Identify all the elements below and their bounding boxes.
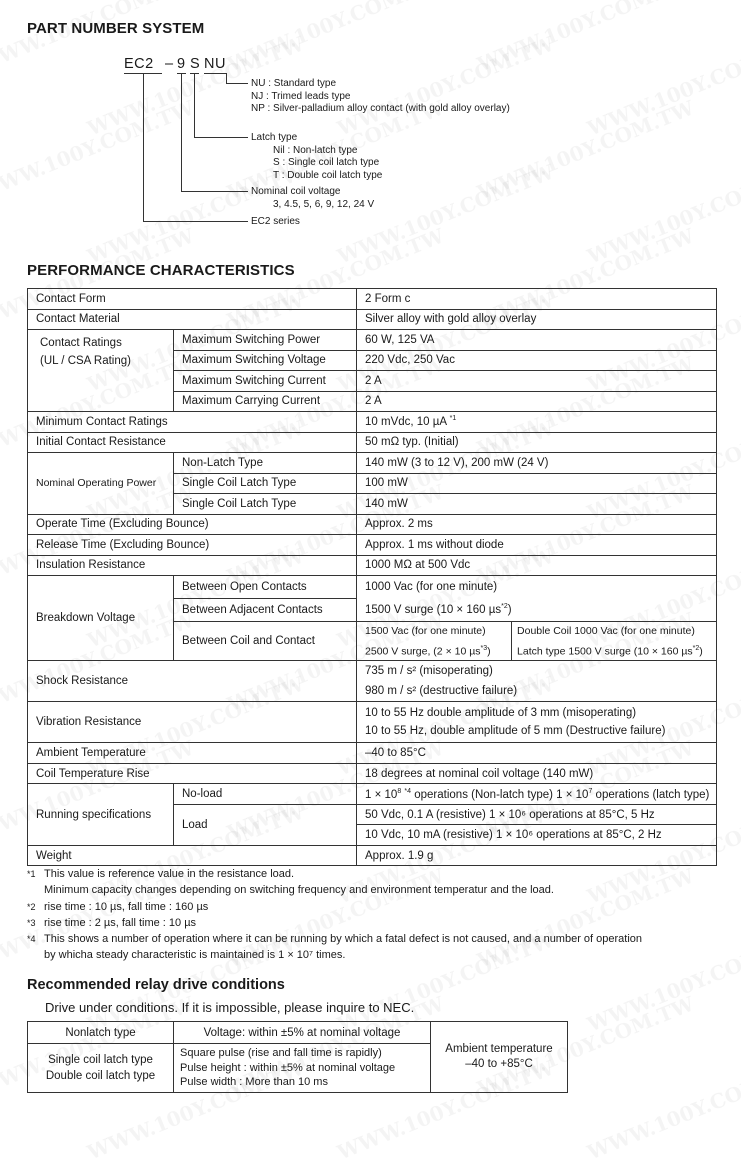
footnote-text: rise time : 2 µs, fall time : 10 µs	[44, 916, 197, 929]
latch-nil: Nil : Non-latch type	[273, 145, 358, 156]
row-label: Initial Contact Resistance	[28, 432, 357, 453]
table-row	[28, 1022, 568, 1044]
coil-title: Nominal coil voltage	[251, 186, 341, 197]
pulse-cell	[174, 1044, 431, 1093]
row-label: Contact Form	[28, 289, 357, 310]
table-row	[28, 309, 717, 330]
row-label: Minimum Contact Ratings	[28, 412, 357, 433]
latch-cell	[28, 1044, 174, 1093]
table-row	[28, 763, 717, 784]
footnote-mark: *1	[449, 415, 457, 423]
row-value: –40 to 85°C	[357, 743, 717, 764]
row-value: 2 A	[357, 391, 717, 412]
breakdown-surge: 2500 V surge, (2 × 10 µs	[365, 645, 481, 658]
table-row	[28, 453, 717, 474]
latch-t: T : Double coil latch type	[273, 170, 383, 181]
breakdown-surge: 1500 V surge (10 × 160 µs	[365, 603, 502, 616]
pulse-line: Square pulse (rise and fall time is rapidly)	[180, 1047, 382, 1059]
row-sublabel: Single Coil Latch Type	[174, 473, 357, 494]
footnote-mark: *4	[404, 787, 412, 795]
table-row	[28, 514, 717, 535]
table-row	[28, 576, 717, 599]
row-sublabel: Maximum Carrying Current	[174, 391, 357, 412]
bracket-suffix-h	[226, 83, 248, 84]
min-contact-value: 10 mVdc, 10 µA	[365, 416, 447, 429]
recommended-table	[27, 1021, 568, 1093]
nominal-power-label: Nominal Operating Power	[28, 453, 174, 515]
footnotes	[27, 866, 642, 964]
performance-title: PERFORMANCE CHARACTERISTICS	[27, 262, 295, 279]
ambient-line: Ambient temperature	[445, 1042, 553, 1055]
vibration-line: 10 to 55 Hz double amplitude of 3 mm (misoperating)	[365, 707, 637, 720]
row-value: 100 mW	[357, 473, 717, 494]
row-label: Operate Time (Excluding Bounce)	[28, 514, 357, 535]
row-sublabel: Maximum Switching Power	[174, 330, 357, 351]
exponent: 7	[588, 787, 593, 795]
footnote-mark: *1	[27, 869, 36, 879]
suffix-np: NP : Silver-palladium alloy contact (with gold alloy overlay)	[251, 103, 510, 114]
voltage-cell: Voltage: within ±5% at nominal voltage	[174, 1022, 431, 1044]
underline-suffix	[204, 73, 226, 74]
bracket-latch-v	[194, 73, 195, 137]
footnote-mark: *4	[27, 934, 36, 945]
pn-suffix: NU	[204, 56, 226, 72]
row-label: Weight	[28, 845, 357, 866]
suffix-nj: NJ : Trimed leads type	[251, 91, 351, 102]
row-value	[357, 661, 717, 702]
row-sublabel: Between Adjacent Contacts	[174, 598, 357, 621]
row-value: 220 Vdc, 250 Vac	[357, 350, 717, 371]
breakdown-line: 1500 V surge (10 × 160 µs$^{*2}$)	[365, 603, 512, 616]
table-row	[28, 743, 717, 764]
row-value: Approx. 1 ms without diode	[357, 535, 717, 556]
row-label: Insulation Resistance	[28, 555, 357, 576]
ambient-line: –40 to +85°C	[465, 1057, 533, 1070]
shock-line: 735 m / s² (misoperating)	[365, 665, 493, 678]
row-value: Silver alloy with gold alloy overlay	[357, 309, 717, 330]
footnote-cont	[27, 947, 642, 963]
bracket-voltage-h	[181, 191, 248, 192]
pn-voltage: 9	[177, 56, 186, 72]
footnote	[27, 899, 642, 915]
row-value: 140 mW (3 to 12 V), 200 mW (24 V)	[357, 453, 717, 474]
pn-series: EC2	[124, 56, 154, 72]
ambient-cell	[431, 1022, 568, 1093]
row-value: 140 mW	[357, 494, 717, 515]
footnote-mark: *2	[501, 603, 508, 610]
row-value: 1000 MΩ at 500 Vdc	[357, 555, 717, 576]
noload-a: 1 × 10	[365, 788, 398, 801]
breakdown-label: Breakdown Voltage	[28, 576, 174, 661]
coil-values: 3, 4.5, 5, 6, 9, 12, 24 V	[273, 199, 375, 210]
footnote-text: This value is reference value in the resistance load.	[44, 868, 295, 880]
table-row	[28, 412, 717, 433]
footnote-text: rise time : 10 µs, fall time : 160 µs	[44, 900, 209, 913]
pn-latch: S	[190, 56, 201, 72]
breakdown-line: 1500 Vac (for one minute)	[365, 624, 486, 637]
footnote-text: This shows a number of operation where it can be running by which a fatal defect is not caused, and a number of operation	[44, 933, 643, 946]
row-value	[357, 784, 717, 805]
bracket-voltage-v	[181, 73, 182, 191]
row-sublabel: Maximum Switching Voltage	[174, 350, 357, 371]
shock-line: 980 m / s² (destructive failure)	[365, 685, 518, 698]
row-label: Ambient Temperature	[28, 743, 357, 764]
bracket-series-h	[143, 221, 248, 222]
breakdown-open-adjacent-value	[357, 576, 717, 622]
table-row	[28, 702, 717, 743]
row-label: Release Time (Excluding Bounce)	[28, 535, 357, 556]
nonlatch-cell: Nonlatch type	[28, 1022, 174, 1044]
part-number-title: PART NUMBER SYSTEM	[27, 20, 205, 37]
suffix-nu: NU : Standard type	[251, 78, 337, 89]
footnote-cont	[27, 882, 642, 898]
vibration-line: 10 to 55 Hz, double amplitude of 5 mm (Destructive failure)	[365, 725, 666, 738]
table-row	[28, 289, 717, 310]
row-label: Contact Material	[28, 309, 357, 330]
footnote-mark: *3	[27, 917, 36, 928]
breakdown-coil-a	[357, 621, 512, 661]
table-row	[28, 330, 717, 351]
row-sublabel: No-load	[174, 784, 357, 805]
row-label: Coil Temperature Rise	[28, 763, 357, 784]
running-label: Running specifications	[28, 784, 174, 846]
footnote	[27, 866, 642, 882]
pulse-line: Pulse width : More than 10 ms	[180, 1076, 328, 1088]
breakdown-line: 2500 V surge, (2 × 10 µs$^{*3}$)	[365, 644, 491, 658]
table-row	[28, 845, 717, 866]
footnote-mark: *2	[27, 901, 36, 912]
row-label: Shock Resistance	[28, 661, 357, 702]
table-row	[28, 784, 717, 805]
table-row	[28, 661, 717, 702]
bracket-suffix-v	[226, 73, 227, 83]
latch-line: Double coil latch type	[45, 1069, 156, 1082]
noload-c: operations (latch type)	[592, 788, 710, 801]
contact-ratings-sub: (UL / CSA Rating)	[40, 355, 131, 367]
exponent: 8	[397, 787, 402, 795]
row-value: 50 mΩ typ. (Initial)	[357, 432, 717, 453]
table-row	[28, 555, 717, 576]
latch-s: S : Single coil latch type	[273, 157, 380, 168]
watermark-text	[584, 1056, 741, 1164]
row-value: 2 A	[357, 371, 717, 392]
latch-title: Latch type	[251, 132, 298, 143]
footnote-text: Minimum capacity changes depending on switching frequency and environment temperatur and the load.	[44, 884, 554, 897]
row-sublabel: Between Open Contacts	[174, 576, 357, 599]
footnote-text: by whicha steady characteristic is maintained is 1 × 10⁷ times.	[44, 949, 346, 962]
performance-table	[27, 288, 717, 866]
row-sublabel: Between Coil and Contact	[174, 621, 357, 661]
row-sublabel: Maximum Switching Current	[174, 371, 357, 392]
table-row	[28, 535, 717, 556]
footnote	[27, 915, 642, 931]
row-sublabel: Single Coil Latch Type	[174, 494, 357, 515]
row-value	[357, 412, 717, 433]
recommended-title: Recommended relay drive conditions	[27, 977, 285, 993]
row-sublabel: Load	[174, 804, 357, 845]
pn-dash: –	[165, 56, 174, 72]
breakdown-surge: Latch type 1500 V surge (10 × 160 µs	[517, 645, 693, 658]
bracket-latch-h	[194, 137, 248, 138]
footnote-mark: *2	[692, 644, 700, 652]
table-row	[28, 432, 717, 453]
latch-line: Single coil latch type	[48, 1053, 153, 1066]
row-value: 60 W, 125 VA	[357, 330, 717, 351]
footnote	[27, 931, 642, 947]
contact-ratings-label	[28, 330, 174, 412]
row-value: Approx. 2 ms	[357, 514, 717, 535]
noload-b: operations (Non-latch type) 1 × 10	[411, 788, 589, 801]
breakdown-coil-b	[512, 621, 717, 661]
row-value: 18 degrees at nominal coil voltage (140 mW)	[357, 763, 717, 784]
row-value: 2 Form c	[357, 289, 717, 310]
row-value: 50 Vdc, 0.1 A (resistive) 1 × 10⁶ operations at 85°C, 5 Hz	[357, 804, 717, 825]
row-label: Vibration Resistance	[28, 702, 357, 743]
row-value	[357, 702, 717, 743]
pulse-line: Pulse height : within ±5% at nominal voltage	[180, 1061, 396, 1074]
series-label: EC2 series	[251, 216, 300, 227]
row-value: Approx. 1.9 g	[357, 845, 717, 866]
breakdown-line: Latch type 1500 V surge (10 × 160 µs$^{*2}$)	[517, 644, 703, 658]
bracket-series-v	[143, 73, 144, 221]
row-value: 10 Vdc, 10 mA (resistive) 1 × 10⁶ operations at 85°C, 2 Hz	[357, 825, 717, 846]
breakdown-line: 1000 Vac (for one minute)	[365, 581, 498, 593]
recommended-intro: Drive under conditions. If it is impossible, please inquire to NEC.	[45, 1000, 415, 1015]
footnote-mark: *3	[480, 644, 488, 652]
contact-ratings-title: Contact Ratings	[40, 337, 122, 349]
row-sublabel: Non-Latch Type	[174, 453, 357, 474]
breakdown-line: Double Coil 1000 Vac (for one minute)	[517, 624, 695, 637]
